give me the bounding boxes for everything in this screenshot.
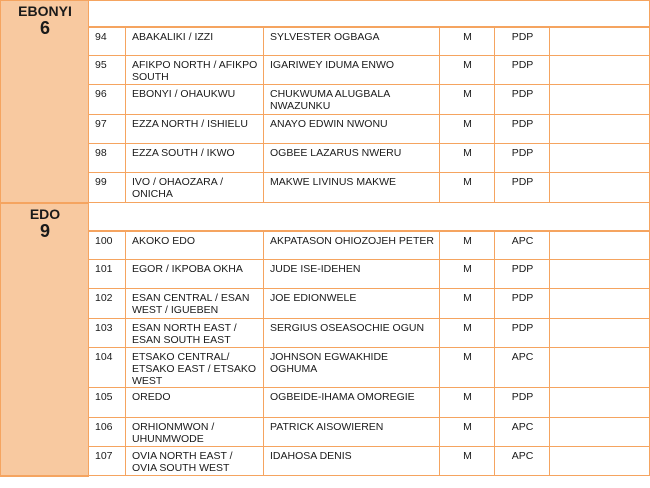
constituency-name: IVO / OHAOZARA / ONICHA: [126, 173, 264, 203]
constituency-name: ETSAKO CENTRAL/ ETSAKO EAST / ETSAKO WEST: [126, 348, 264, 388]
member-party: PDP: [495, 319, 550, 348]
constituency-number: 96: [89, 85, 126, 115]
table-row: [1, 319, 650, 348]
remarks-cell: [550, 289, 650, 319]
constituency-name: OREDO: [126, 388, 264, 418]
table-row: [1, 85, 650, 115]
member-gender: M: [440, 144, 495, 173]
table-row: [1, 418, 650, 447]
member-gender: M: [440, 27, 495, 56]
constituency-name: ABAKALIKI / IZZI: [126, 27, 264, 56]
member-name: JOHNSON EGWAKHIDE OGHUMA: [264, 348, 440, 388]
table-row: [1, 289, 650, 319]
remarks-cell: [550, 260, 650, 289]
constituency-number: 95: [89, 56, 126, 85]
remarks-cell: [550, 27, 650, 56]
member-gender: M: [440, 85, 495, 115]
member-gender: M: [440, 115, 495, 144]
state-seat-count: 6: [39, 18, 50, 38]
member-party: APC: [495, 447, 550, 476]
member-party: PDP: [495, 388, 550, 418]
member-party: APC: [495, 418, 550, 447]
constituency-number: 94: [89, 27, 126, 56]
member-gender: M: [440, 231, 495, 260]
member-name: JOE EDIONWELE: [264, 289, 440, 319]
member-gender: M: [440, 418, 495, 447]
member-gender: M: [440, 173, 495, 203]
member-party: PDP: [495, 173, 550, 203]
member-name: JUDE ISE-IDEHEN: [264, 260, 440, 289]
table-row: [1, 115, 650, 144]
table-row: [1, 144, 650, 173]
member-party: PDP: [495, 289, 550, 319]
constituency-name: EZZA SOUTH / IKWO: [126, 144, 264, 173]
constituency-name: EZZA NORTH / ISHIELU: [126, 115, 264, 144]
constituency-number: 102: [89, 289, 126, 319]
member-gender: M: [440, 388, 495, 418]
remarks-cell: [550, 348, 650, 388]
remarks-cell: [550, 85, 650, 115]
constituency-name: OVIA NORTH EAST / OVIA SOUTH WEST: [126, 447, 264, 476]
member-party: APC: [495, 231, 550, 260]
member-gender: M: [440, 447, 495, 476]
constituency-name: ESAN CENTRAL / ESAN WEST / IGUEBEN: [126, 289, 264, 319]
state-cell: [1, 1, 89, 203]
member-gender: M: [440, 319, 495, 348]
constituency-number: 100: [89, 231, 126, 260]
table-row: [1, 388, 650, 418]
state-seat-count: 9: [39, 220, 50, 241]
table-row: [1, 173, 650, 203]
constituency-number: 97: [89, 115, 126, 144]
member-name: CHUKWUMA ALUGBALA NWAZUNKU: [264, 85, 440, 115]
member-name: ANAYO EDWIN NWONU: [264, 115, 440, 144]
constituency-number: 98: [89, 144, 126, 173]
member-name: IDAHOSA DENIS: [264, 447, 440, 476]
member-name: IGARIWEY IDUMA ENWO: [264, 56, 440, 85]
constituency-number: 106: [89, 418, 126, 447]
member-party: APC: [495, 348, 550, 388]
member-name: OGBEIDE-IHAMA OMOREGIE: [264, 388, 440, 418]
member-gender: M: [440, 260, 495, 289]
member-gender: M: [440, 348, 495, 388]
table-row: [1, 231, 650, 260]
member-name: AKPATASON OHIOZOJEH PETER: [264, 231, 440, 260]
state-header-blank: [89, 203, 650, 231]
remarks-cell: [550, 231, 650, 260]
table-row: [1, 260, 650, 289]
state-header-row: [1, 1, 650, 27]
remarks-cell: [550, 319, 650, 348]
member-party: PDP: [495, 85, 550, 115]
constituency-name: ESAN NORTH EAST / ESAN SOUTH EAST: [126, 319, 264, 348]
remarks-cell: [550, 388, 650, 418]
remarks-cell: [550, 418, 650, 447]
state-header-row: [1, 203, 650, 231]
constituency-name: AFIKPO NORTH / AFIKPO SOUTH: [126, 56, 264, 85]
constituency-number: 101: [89, 260, 126, 289]
remarks-cell: [550, 173, 650, 203]
constituency-number: 104: [89, 348, 126, 388]
remarks-cell: [550, 115, 650, 144]
table-row: [1, 56, 650, 85]
remarks-cell: [550, 144, 650, 173]
state-name: EBONYI: [18, 3, 72, 19]
remarks-cell: [550, 447, 650, 476]
member-name: SERGIUS OSEASOCHIE OGUN: [264, 319, 440, 348]
constituency-number: 107: [89, 447, 126, 476]
member-gender: M: [440, 56, 495, 85]
constituency-number: 105: [89, 388, 126, 418]
member-party: PDP: [495, 115, 550, 144]
member-party: PDP: [495, 56, 550, 85]
table-row: [1, 348, 650, 388]
state-name: EDO: [29, 205, 61, 222]
member-party: PDP: [495, 260, 550, 289]
table-row: [1, 447, 650, 476]
remarks-cell: [550, 56, 650, 85]
member-name: MAKWE LIVINUS MAKWE: [264, 173, 440, 203]
constituency-name: AKOKO EDO: [126, 231, 264, 260]
member-name: OGBEE LAZARUS NWERU: [264, 144, 440, 173]
constituency-number: 99: [89, 173, 126, 203]
constituency-number: 103: [89, 319, 126, 348]
state-cell: [1, 203, 89, 476]
state-header-blank: [89, 1, 650, 27]
constituency-name: ORHIONMWON / UHUNMWODE: [126, 418, 264, 447]
member-name: SYLVESTER OGBAGA: [264, 27, 440, 56]
table-row: [1, 27, 650, 56]
constituency-name: EBONYI / OHAUKWU: [126, 85, 264, 115]
member-name: PATRICK AISOWIEREN: [264, 418, 440, 447]
constituency-name: EGOR / IKPOBA OKHA: [126, 260, 264, 289]
member-gender: M: [440, 289, 495, 319]
member-party: PDP: [495, 27, 550, 56]
member-party: PDP: [495, 144, 550, 173]
